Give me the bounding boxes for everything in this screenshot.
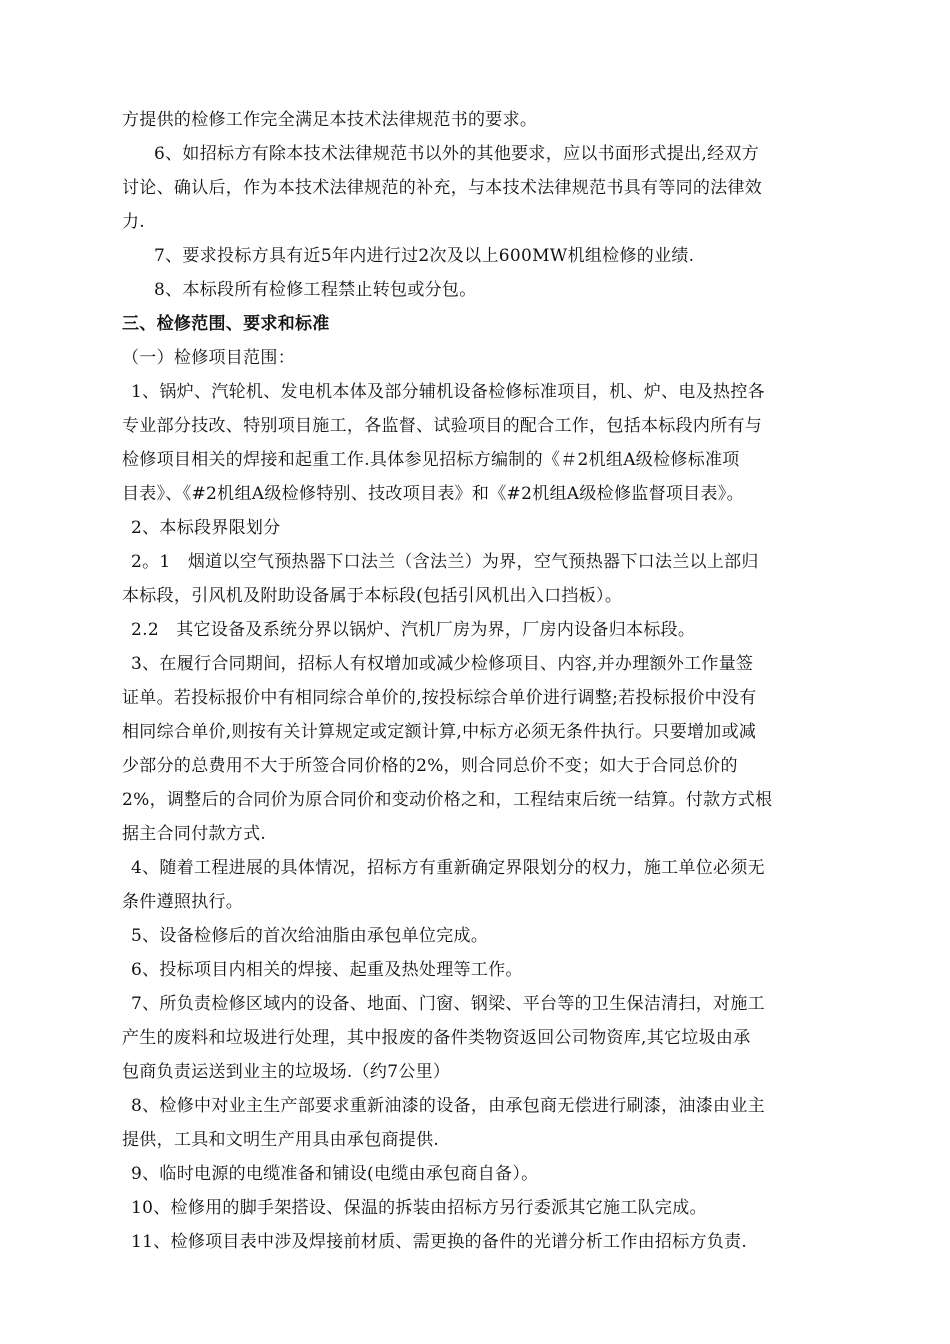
text-line: 4、随着工程进展的具体情况，招标方有重新确定界限划分的权力，施工单位必须无: [131, 858, 765, 878]
text-line: 11、检修项目表中涉及焊接前材质、需更换的备件的光谱分析工作由招标方负责.: [131, 1232, 748, 1252]
text-line: 检修项目相关的焊接和起重工作.具体参见招标方编制的《＃2机组A级检修标准项: [122, 450, 740, 470]
text-line: 3、在履行合同期间，招标人有权增加或减少检修项目、内容,并办理额外工作量签: [131, 654, 754, 674]
text-line: 相同综合单价,则按有关计算规定或定额计算,中标方必须无条件执行。只要增加或减: [122, 722, 757, 742]
text-line: 2、本标段界限划分: [131, 518, 281, 538]
text-line: 提供，工具和文明生产用具由承包商提供.: [122, 1130, 440, 1150]
text-line: 讨论、确认后，作为本技术法律规范的补充，与本技术法律规范书具有等同的法律效: [122, 178, 763, 198]
section-heading: 三、检修范围、要求和标准: [122, 314, 330, 334]
text-line: 力.: [122, 212, 146, 232]
text-line: 少部分的总费用不大于所签合同价格的2%，则合同总价不变；如大于合同总价的: [122, 756, 738, 776]
text-line: 目表》、《#2机组A级检修特别、技改项目表》和《#2机组A级检修监督项目表》。: [122, 484, 744, 504]
text-line: 包商负责运送到业主的垃圾场.（约7公里）: [122, 1062, 451, 1082]
text-line: 产生的废料和垃圾进行处理，其中报废的备件类物资返回公司物资库,其它垃圾由承: [122, 1028, 751, 1048]
text-line: 2.2 其它设备及系统分界以锅炉、汽机厂房为界，厂房内设备归本标段。: [131, 620, 696, 640]
subsection-heading: （一）检修项目范围：: [122, 348, 295, 368]
text-line: 10、检修用的脚手架搭设、保温的拆装由招标方另行委派其它施工队完成。: [131, 1198, 707, 1218]
text-line: 8、本标段所有检修工程禁止转包或分包。: [154, 280, 477, 300]
text-line: 6、如招标方有除本技术法律规范书以外的其他要求，应以书面形式提出,经双方: [154, 144, 760, 164]
text-line: 1、锅炉、汽轮机、发电机本体及部分辅机设备检修标准项目，机、炉、电及热控各: [131, 382, 765, 402]
text-line: 8、检修中对业主生产部要求重新油漆的设备，由承包商无偿进行刷漆，油漆由业主: [131, 1096, 765, 1116]
text-line: 方提供的检修工作完全满足本技术法律规范书的要求。: [122, 110, 538, 130]
text-line: 2%，调整后的合同价为原合同价和变动价格之和，工程结束后统一结算。付款方式根: [122, 790, 773, 810]
text-line: 9、临时电源的电缆准备和铺设(电缆由承包商自备）。: [131, 1164, 539, 1184]
text-line: 条件遵照执行。: [122, 892, 244, 912]
text-line: 6、投标项目内相关的焊接、起重及热处理等工作。: [131, 960, 523, 980]
text-line: 7、所负责检修区域内的设备、地面、门窗、钢梁、平台等的卫生保洁清扫，对施工: [131, 994, 765, 1014]
text-line: 7、要求投标方具有近5年内进行过2次及以上600MW机组检修的业绩.: [154, 246, 695, 266]
text-line: 据主合同付款方式.: [122, 824, 267, 844]
text-line: 本标段，引风机及附助设备属于本标段(包括引风机出入口挡板）。: [122, 586, 623, 606]
text-line: 2。1 烟道以空气预热器下口法兰（含法兰）为界，空气预热器下口法兰以上部归: [131, 552, 759, 572]
text-line: 证单。若投标报价中有相同综合单价的,按投标综合单价进行调整;若投标报价中没有: [122, 688, 757, 708]
text-line: 专业部分技改、特别项目施工，各监督、试验项目的配合工作，包括本标段内所有与: [122, 416, 763, 436]
text-line: 5、设备检修后的首次给油脂由承包单位完成。: [131, 926, 489, 946]
